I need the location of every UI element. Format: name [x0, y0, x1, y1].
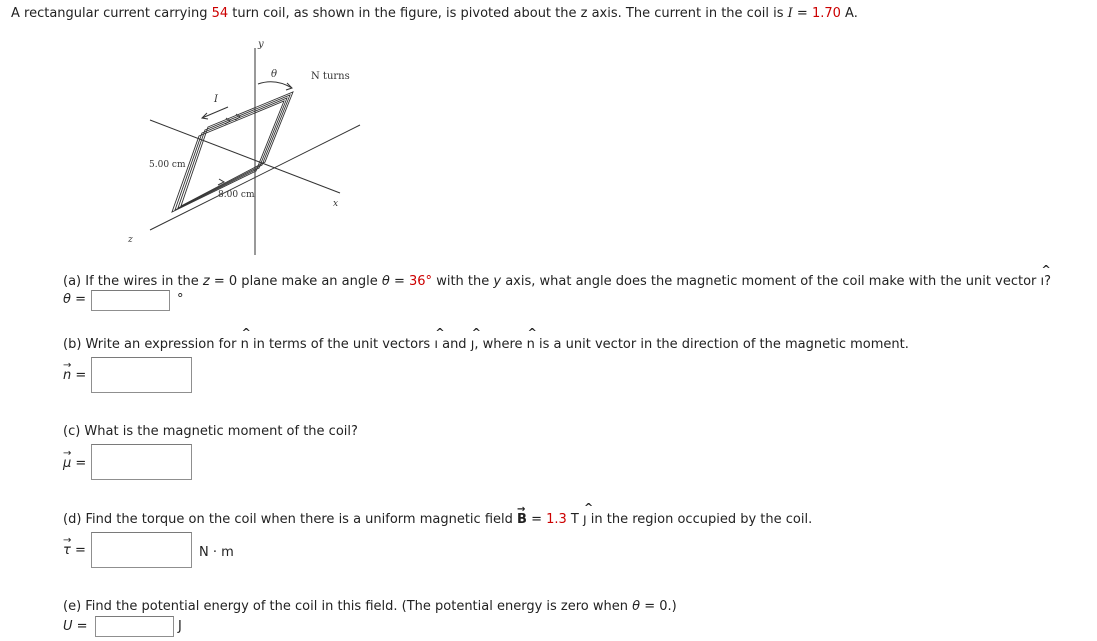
theta-label: θ [271, 69, 278, 80]
side-length-label-2: 8.00 cm [218, 190, 255, 200]
problem-statement: A rectangular current carrying 54 turn coil, as shown in the figure, is pivoted about the z axis. The current in the coil is I = 1.70 A. [11, 6, 858, 21]
j-hat-symbol: ^ ȷ [470, 326, 481, 352]
side-length-label-1: 5.00 cm [149, 160, 186, 170]
coil-figure [110, 30, 370, 260]
part-d-question: (d) Find the torque on the coil when there is a uniform magnetic field → B = 1.3 T ^ ȷ in the region occupied by the coil. [63, 501, 813, 527]
part-a-answer-label: θ = [63, 292, 86, 307]
current-value: 1.70 [811, 6, 841, 21]
part-c-answer-input[interactable] [91, 444, 192, 480]
part-a-unit: ° [177, 292, 184, 307]
n-hat-symbol: ^ n [240, 326, 251, 352]
z-axis-label: z [128, 235, 133, 245]
x-axis-label: x [333, 199, 339, 209]
part-a-answer-input[interactable] [91, 290, 170, 311]
part-d-answer-input[interactable] [91, 532, 192, 568]
part-e-question: (e) Find the potential energy of the coil in this field. (The potential energy is zero when θ = 0.) [63, 599, 677, 614]
part-e-unit: J [178, 619, 182, 634]
i-hat-symbol: ^ ı [434, 326, 445, 352]
b-vector-symbol: → B [517, 504, 527, 527]
j-hat-symbol: ^ ȷ [583, 501, 594, 527]
part-b-answer-label: → n = [63, 360, 87, 383]
i-hat-symbol: ^ ı [1040, 263, 1051, 289]
y-axis-label: y [258, 39, 264, 50]
field-value: 1.3 [546, 512, 567, 527]
turns-value: 54 [211, 6, 229, 21]
part-e-answer-label: U = [63, 619, 88, 634]
n-hat-symbol: ^ n [526, 326, 537, 352]
current-label: I [214, 94, 218, 105]
part-c-answer-label: → μ = [63, 448, 87, 471]
angle-value: 36° [409, 274, 433, 289]
part-c-question: (c) What is the magnetic moment of the coil? [63, 424, 358, 439]
part-b-answer-input[interactable] [91, 357, 192, 393]
n-turns-label: N turns [311, 71, 350, 82]
part-e-answer-input[interactable] [95, 616, 174, 637]
part-a-question: (a) If the wires in the z = 0 plane make an angle θ = 36° with the y axis, what angle does the magnetic moment of the coil make with the unit vector ^ ı? [63, 263, 1052, 289]
part-d-unit: N · m [199, 545, 234, 560]
part-d-answer-label: → τ = [63, 535, 86, 558]
part-b-question: (b) Write an expression for ^ n in terms of the unit vectors ^ ı and ^ ȷ, where ^ n is a unit vector in the direction of the magnetic moment. [63, 326, 909, 352]
